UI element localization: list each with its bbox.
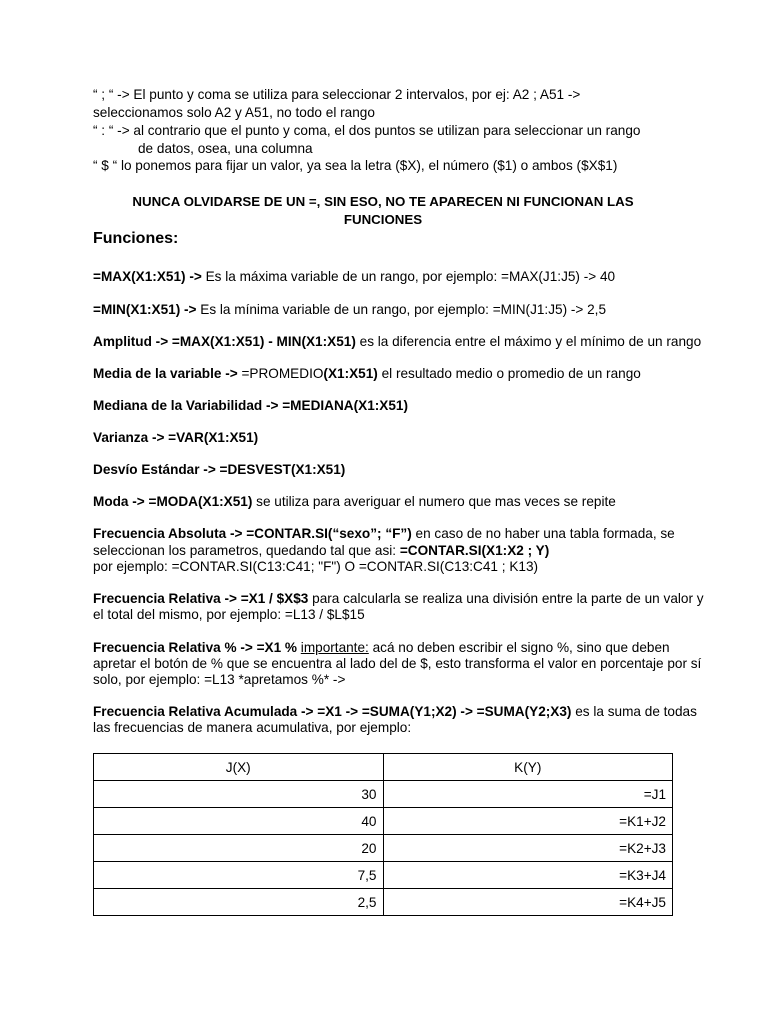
function-moda-formula: Moda -> =MODA(X1:X51)	[93, 494, 253, 509]
function-media-desc: el resultado medio o promedio de un rango	[377, 366, 641, 381]
function-min-desc: Es la mínima variable de un rango, por ejemplo: =MIN(J1:J5) -> 2,5	[196, 302, 607, 317]
function-desvio-formula: Desvío Estándar -> =DESVEST(X1:X51)	[93, 462, 346, 477]
function-frec-rel-desc: para calcularla se realiza una división entre la parte de un valor y	[308, 591, 704, 606]
function-frec-rel-acum-line-2: las frecuencias de manera acumulativa, por ejemplo:	[93, 720, 412, 735]
function-frec-rel-acum-desc: es la suma de todas	[571, 704, 697, 719]
warning-heading-line-1: NUNCA OLVIDARSE DE UN =, SIN ESO, NO TE APARECEN NI FUNCIONAN LAS	[132, 194, 634, 209]
table-cell: =J1	[383, 781, 673, 808]
function-frec-rel-pct-line-2: apretar el botón de % que se encuentra al lado del de $, esto transforma el valor en porcentaje por sí	[93, 656, 702, 671]
function-frec-rel-example: el total del mismo, por ejemplo: =L13 / $L$15	[93, 607, 365, 622]
table-header-cell: K(Y)	[383, 754, 673, 781]
intro-dollar-line: “ $ “ lo ponemos para fijar un valor, ya sea la letra ($X), el número ($1) o ambos ($X$1)	[93, 158, 618, 173]
function-frec-abs-desc: en caso de no haber una tabla formada, se	[411, 526, 675, 541]
function-media	[93, 365, 641, 383]
function-frec-rel-pct-formula: Frecuencia Relativa % -> =X1 %	[93, 640, 298, 655]
warning-heading-line-2: FUNCIONES	[343, 212, 423, 227]
table-cell: 7,5	[94, 862, 384, 889]
function-amplitud-formula: Amplitud -> =MAX(X1:X51) - MIN(X1:X51)	[93, 334, 356, 349]
function-frec-rel-acum-formula: Frecuencia Relativa Acumulada -> =X1 -> =SUMA(Y1;X2) -> =SUMA(Y2;X3)	[93, 704, 572, 719]
function-frec-abs	[93, 525, 675, 543]
table-cell: 20	[94, 835, 384, 862]
example-table	[93, 753, 673, 916]
function-max-desc: Es la máxima variable de un rango, por ejemplo: =MAX(J1:J5) -> 40	[201, 269, 616, 284]
function-moda	[93, 493, 616, 511]
function-frec-rel-pct-important: importante:	[300, 640, 369, 655]
intro-colon-line: “ : “ -> al contrario que el punto y coma, el dos puntos se utilizan para seleccionar un rango	[93, 123, 641, 138]
function-amplitud-desc: es la diferencia entre el máximo y el mínimo de un rango	[355, 334, 702, 349]
section-title: Funciones:	[93, 230, 179, 247]
table-cell: 2,5	[94, 889, 384, 916]
function-frec-abs-formula: Frecuencia Absoluta -> =CONTAR.SI(“sexo”; “F”)	[93, 526, 412, 541]
function-max	[93, 268, 615, 286]
table-header-row	[94, 754, 673, 781]
function-frec-abs-desc-2: seleccionan los parametros, quedando tal que asi:	[93, 543, 400, 558]
function-varianza-formula: Varianza -> =VAR(X1:X51)	[93, 430, 259, 445]
intro-semicolon-line-2: seleccionamos solo A2 y A51, no todo el rango	[93, 105, 375, 120]
table-row	[94, 781, 673, 808]
function-moda-desc: se utiliza para averiguar el numero que mas veces se repite	[252, 494, 616, 509]
table-cell: 30	[94, 781, 384, 808]
table-row	[94, 889, 673, 916]
function-frec-abs-formula-2: =CONTAR.SI(X1:X2 ; Y)	[399, 543, 550, 558]
table-cell: =K1+J2	[383, 808, 673, 835]
table-row	[94, 808, 673, 835]
table-cell: =K3+J4	[383, 862, 673, 889]
function-frec-rel-pct-desc: acá no deben escribir el signo %, sino que deben	[368, 640, 670, 655]
function-mediana-formula: Mediana de la Variabilidad -> =MEDIANA(X1:X51)	[93, 398, 409, 413]
function-min-formula: =MIN(X1:X51) ->	[93, 302, 197, 317]
function-desvio	[93, 461, 345, 479]
table-cell: =K4+J5	[383, 889, 673, 916]
function-frec-abs-example: por ejemplo: =CONTAR.SI(C13:C41; "F") O =CONTAR.SI(C13:C41 ; K13)	[93, 559, 539, 574]
function-media-label: Media de la variable ->	[93, 366, 238, 381]
function-mediana	[93, 397, 408, 415]
table-header-cell: J(X)	[94, 754, 384, 781]
table-row	[94, 835, 673, 862]
function-max-formula: =MAX(X1:X51) ->	[93, 269, 202, 284]
function-frec-rel-formula: Frecuencia Relativa -> =X1 / $X$3	[93, 591, 309, 606]
function-media-args: (X1:X51)	[323, 366, 378, 381]
function-frec-rel-pct-line-3: solo, por ejemplo: =L13 *apretamos %* ->	[93, 672, 346, 687]
function-min	[93, 301, 606, 319]
function-amplitud	[93, 333, 701, 351]
intro-semicolon-line: “ ; “ -> El punto y coma se utiliza para seleccionar 2 intervalos, por ej: A2 ; A51 ->	[93, 87, 581, 102]
function-varianza	[93, 429, 258, 447]
table-cell: 40	[94, 808, 384, 835]
table-cell: =K2+J3	[383, 835, 673, 862]
function-media-fn: =PROMEDIO	[237, 366, 324, 381]
intro-colon-line-2: de datos, osea, una columna	[138, 141, 313, 156]
table-row	[94, 862, 673, 889]
